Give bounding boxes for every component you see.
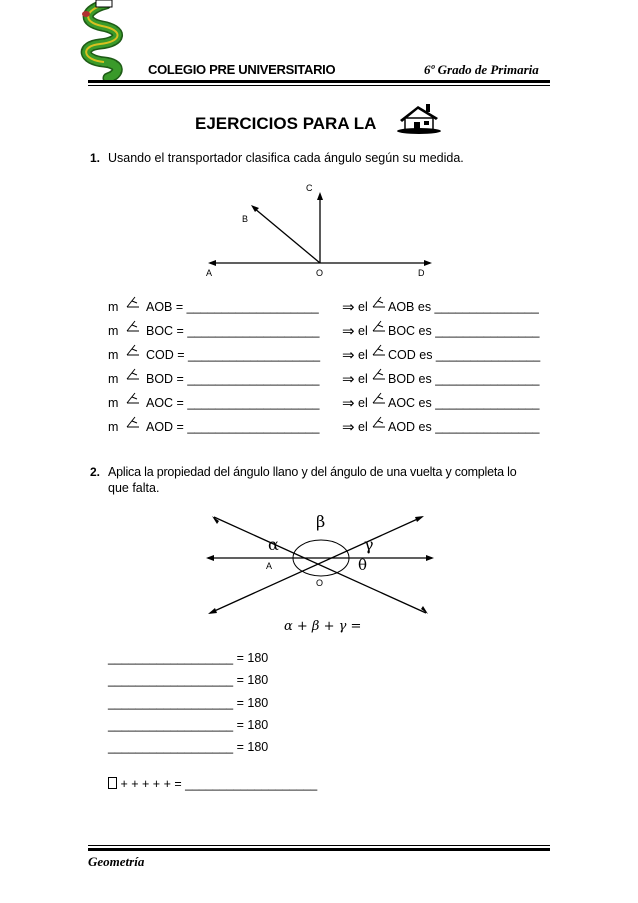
- grade-label: 6º Grado de Primaria: [424, 62, 539, 77]
- equation-blank[interactable]: __________________ = 180: [108, 673, 269, 687]
- missing-glyph-box: [108, 777, 117, 789]
- angle-symbol-icon: [371, 415, 387, 433]
- angle-measure-blank[interactable]: AOB = ___________________: [146, 300, 319, 314]
- equation-blank[interactable]: __________________ = 180: [108, 696, 269, 710]
- angle-symbol-icon: [125, 367, 141, 385]
- header-rule-thin: [88, 85, 550, 86]
- q1-number: 1.: [90, 151, 101, 165]
- angle-symbol-icon: [125, 343, 141, 361]
- gamma-label: γ: [364, 535, 374, 554]
- header-rule: [88, 80, 550, 83]
- point-o-label: O: [316, 268, 324, 278]
- beta-label: β: [316, 512, 326, 531]
- el-label: el: [358, 324, 368, 338]
- q1-row: [108, 348, 558, 366]
- final-sum-blank[interactable]: [108, 777, 317, 791]
- q1-row: [108, 324, 558, 342]
- el-label: el: [358, 396, 368, 410]
- angle-type-blank[interactable]: COD es _______________: [388, 348, 541, 362]
- el-label: el: [358, 372, 368, 386]
- measure-label: m: [108, 420, 119, 434]
- el-label: el: [358, 420, 368, 434]
- angle-symbol-icon: [371, 295, 387, 313]
- point-a-label: A: [206, 268, 213, 278]
- angle-symbol-icon: [125, 295, 141, 313]
- q2-text-line2: que falta.: [108, 481, 160, 495]
- q1-text: Usando el transportador clasifica cada ángulo según su medida.: [108, 151, 464, 165]
- point-o-label: O: [316, 578, 324, 588]
- school-logo: [72, 0, 142, 80]
- implies-arrow: ⇒: [342, 299, 355, 316]
- angle-measure-blank[interactable]: AOC = ___________________: [146, 396, 320, 410]
- measure-label: m: [108, 324, 119, 338]
- implies-arrow: ⇒: [342, 395, 355, 412]
- angle-symbol-icon: [125, 415, 141, 433]
- el-label: el: [358, 300, 368, 314]
- point-a-label: A: [266, 561, 273, 571]
- q1-row: [108, 372, 558, 390]
- angle-symbol-icon: [371, 319, 387, 337]
- house-icon: [396, 100, 442, 134]
- point-c-label: C: [306, 183, 313, 193]
- measure-label: m: [108, 396, 119, 410]
- measure-label: m: [108, 372, 119, 386]
- angle-type-blank[interactable]: BOC es _______________: [388, 324, 540, 338]
- angle-type-blank[interactable]: AOB es _______________: [388, 300, 539, 314]
- page-title: EJERCICIOS PARA LA: [195, 114, 377, 133]
- q1-row: [108, 300, 558, 318]
- implies-arrow: ⇒: [342, 347, 355, 364]
- implies-arrow: ⇒: [342, 419, 355, 436]
- q2-number: 2.: [90, 465, 101, 479]
- point-d-label: D: [418, 268, 425, 278]
- angle-type-blank[interactable]: BOD es _______________: [388, 372, 540, 386]
- q1-row: [108, 420, 558, 438]
- el-label: el: [358, 348, 368, 362]
- angle-symbol-icon: [371, 367, 387, 385]
- q1-angle-diagram: [190, 180, 440, 280]
- angle-symbol-icon: [125, 391, 141, 409]
- angle-symbol-icon: [125, 319, 141, 337]
- equation-blank[interactable]: __________________ = 180: [108, 718, 269, 732]
- q1-row: [108, 396, 558, 414]
- alpha-label: α: [268, 535, 279, 554]
- footer-subject: Geometría: [88, 854, 145, 869]
- angle-symbol-icon: [371, 391, 387, 409]
- sum-expression: α + β + γ =: [284, 619, 362, 634]
- measure-label: m: [108, 300, 119, 314]
- angle-measure-blank[interactable]: AOD = ___________________: [146, 420, 320, 434]
- point-b-label: B: [242, 214, 249, 224]
- angle-measure-blank[interactable]: COD = ___________________: [146, 348, 321, 362]
- footer-rule-thin: [88, 845, 550, 846]
- implies-arrow: ⇒: [342, 323, 355, 340]
- equation-blank[interactable]: __________________ = 180: [108, 740, 269, 754]
- q2-text-line1: Aplica la propiedad del ángulo llano y del ángulo de una vuelta y completa lo: [108, 465, 517, 479]
- measure-label: m: [108, 348, 119, 362]
- angle-type-blank[interactable]: AOD es _______________: [388, 420, 540, 434]
- theta-label: θ: [358, 556, 368, 574]
- implies-arrow: ⇒: [342, 371, 355, 388]
- angle-type-blank[interactable]: AOC es _______________: [388, 396, 540, 410]
- angle-measure-blank[interactable]: BOC = ___________________: [146, 324, 320, 338]
- angle-symbol-icon: [371, 343, 387, 361]
- equation-blank[interactable]: __________________ = 180: [108, 651, 269, 665]
- school-name: COLEGIO PRE UNIVERSITARIO: [148, 62, 336, 77]
- footer-rule: [88, 848, 550, 851]
- angle-measure-blank[interactable]: BOD = ___________________: [146, 372, 320, 386]
- final-sum-text: + + + + + = ___________________: [120, 777, 318, 791]
